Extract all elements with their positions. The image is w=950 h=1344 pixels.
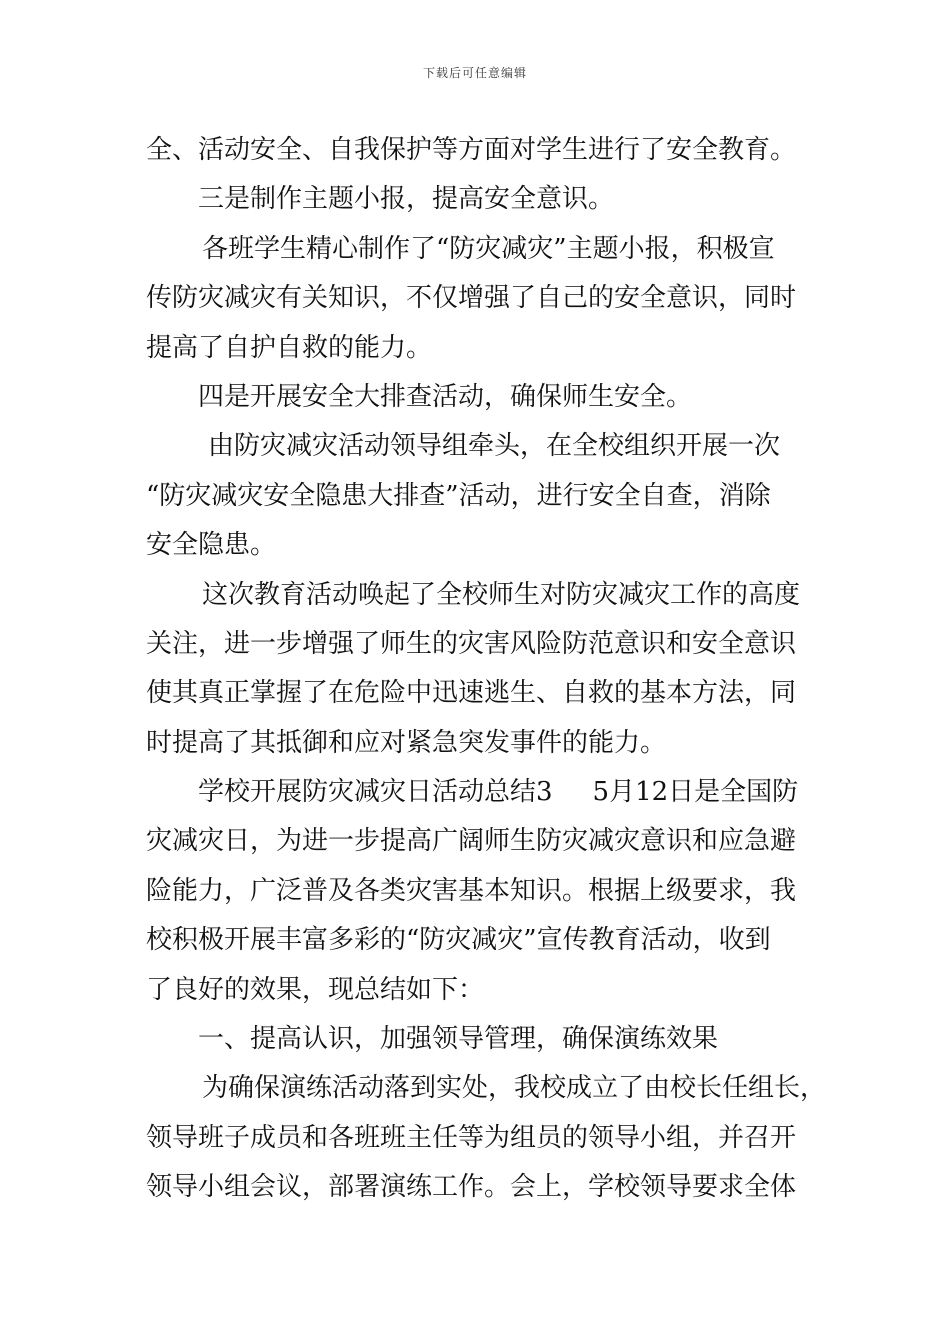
paragraph-start: 这次教育活动唤起了全校师生对防灾减灾工作的高度 (202, 579, 801, 610)
section-heading-1: 一、提高认识，加强领导管理，确保演练效果 (198, 1024, 719, 1055)
text-line: 安全隐患。 (146, 530, 277, 561)
text-line: 时提高了其抵御和应对紧急突发事件的能力。 (146, 727, 667, 758)
text-line: 领导班子成员和各班班主任等为组员的领导小组，并召开 (146, 1122, 797, 1153)
text-line: 险能力，广泛普及各类灾害基本知识。根据上级要求，我 (146, 875, 797, 906)
summary-title-line (146, 768, 810, 817)
summary-intro: 5月12日是全国防 (592, 777, 799, 808)
paragraph-start: 由防灾减灾活动领导组牵头，在全校组织开展一次 (208, 431, 781, 462)
text-line: 提高了自护自救的能力。 (146, 332, 433, 363)
text-line: 灾减灾日，为进一步提高广阔师生防灾减灾意识和应急避 (146, 826, 797, 857)
text-line: 领导小组会议，部署演练工作。会上，学校领导要求全体 (146, 1172, 797, 1203)
section-heading-4: 四是开展安全大排查活动，确保师生安全。 (198, 381, 693, 412)
text-line: 全、活动安全、自我保护等方面对学生进行了安全教育。 (146, 135, 797, 165)
text-line: “防灾减灾安全隐患大排查”活动，进行安全自查，消除 (146, 480, 771, 511)
document-body (146, 126, 827, 1213)
summary-title: 学校开展防灾减灾日活动总结3 (198, 777, 553, 808)
text-line: 了良好的效果，现总结如下： (146, 974, 485, 1005)
text-line: 校积极开展丰富多彩的“防灾减灾”宣传教育活动，收到 (146, 925, 771, 956)
paragraph-start: 为确保演练活动落到实处，我校成立了由校长任组长， (202, 1073, 827, 1104)
paragraph-start: 各班学生精心制作了“防灾减灾”主题小报，积极宣 (202, 233, 775, 264)
page-header: 下载后可任意编辑 (422, 66, 527, 80)
text-line: 使其真正掌握了在危险中迅速逃生、自救的基本方法，同 (146, 678, 797, 709)
text-line: 关注，进一步增强了师生的灾害风险防范意识和安全意识 (146, 628, 797, 659)
text-line: 传防灾减灾有关知识，不仅增强了自己的安全意识，同时 (146, 283, 797, 314)
section-heading-3: 三是制作主题小报，提高安全意识。 (198, 184, 615, 215)
